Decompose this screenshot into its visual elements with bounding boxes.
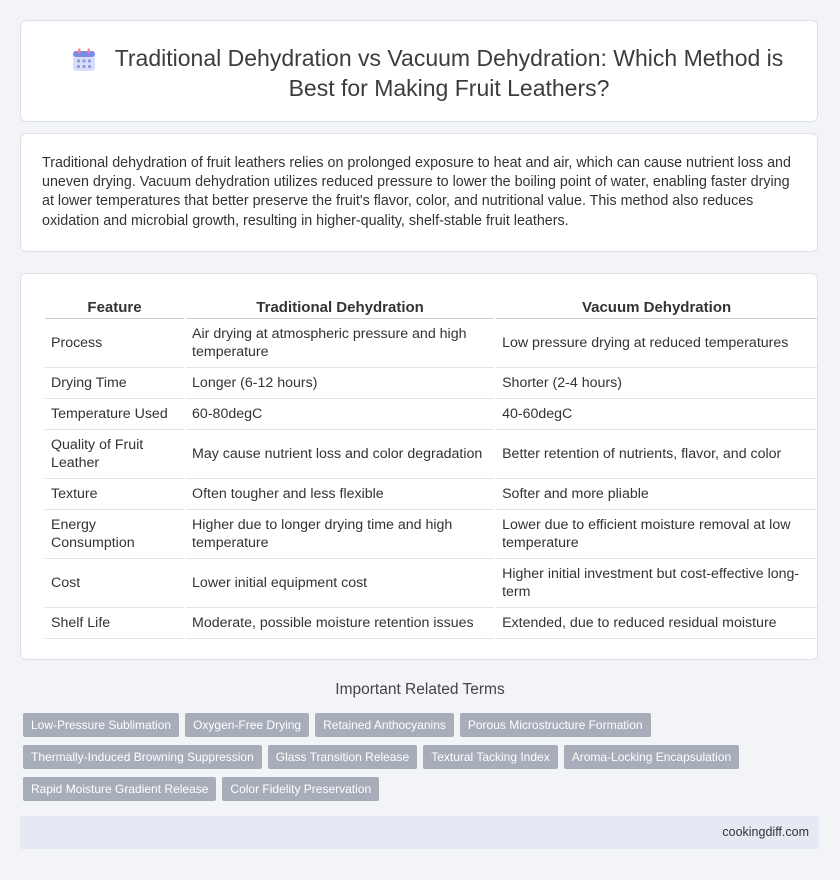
table-header-row [45, 296, 817, 319]
vacuum-cell: 40-60degC [496, 399, 817, 430]
related-term-tag[interactable]: Textural Tacking Index [423, 745, 558, 769]
feature-cell: Drying Time [45, 368, 184, 399]
traditional-cell: Air drying at atmospheric pressure and high temperature [186, 319, 494, 368]
intro-card [20, 133, 818, 252]
table-row [45, 319, 817, 368]
table-row [45, 510, 817, 559]
traditional-cell: Lower initial equipment cost [186, 559, 494, 608]
related-term-tag[interactable]: Low-Pressure Sublimation [23, 713, 179, 737]
table-row [45, 430, 817, 479]
related-term-tag[interactable]: Glass Transition Release [268, 745, 417, 769]
traditional-cell: Often tougher and less flexible [186, 479, 494, 510]
traditional-cell: May cause nutrient loss and color degradation [186, 430, 494, 479]
vacuum-cell: Higher initial investment but cost-effective long-term [496, 559, 817, 608]
vacuum-cell: Extended, due to reduced residual moisture [496, 608, 817, 639]
vacuum-cell: Softer and more pliable [496, 479, 817, 510]
table-row [45, 608, 817, 639]
traditional-cell: Higher due to longer drying time and high temperature [186, 510, 494, 559]
feature-cell: Cost [45, 559, 184, 608]
feature-cell: Energy Consumption [45, 510, 184, 559]
footer-site-link[interactable]: cookingdiff.com [722, 825, 809, 839]
vacuum-cell: Shorter (2-4 hours) [496, 368, 817, 399]
related-term-tag[interactable]: Porous Microstructure Formation [460, 713, 651, 737]
comparison-table [43, 296, 819, 639]
feature-cell: Temperature Used [45, 399, 184, 430]
feature-cell: Quality of Fruit Leather [45, 430, 184, 479]
vacuum-cell: Lower due to efficient moisture removal at low temperature [496, 510, 817, 559]
related-terms-list [23, 713, 803, 801]
related-term-tag[interactable]: Color Fidelity Preservation [222, 777, 379, 801]
calendar-icon [71, 47, 97, 73]
related-term-tag[interactable]: Aroma-Locking Encapsulation [564, 745, 739, 769]
table-row [45, 368, 817, 399]
vacuum-cell: Better retention of nutrients, flavor, and color [496, 430, 817, 479]
traditional-cell: Longer (6-12 hours) [186, 368, 494, 399]
table-row [45, 479, 817, 510]
related-term-tag[interactable]: Retained Anthocyanins [315, 713, 454, 737]
header-traditional: Traditional Dehydration [186, 296, 494, 319]
comparison-card [20, 273, 818, 660]
related-term-tag[interactable]: Thermally-Induced Browning Suppression [23, 745, 262, 769]
title-card [20, 20, 818, 122]
vacuum-cell: Low pressure drying at reduced temperatures [496, 319, 817, 368]
feature-cell: Texture [45, 479, 184, 510]
footer [20, 816, 819, 849]
traditional-cell: Moderate, possible moisture retention issues [186, 608, 494, 639]
traditional-cell: 60-80degC [186, 399, 494, 430]
related-terms-title: Important Related Terms [335, 681, 505, 698]
header-feature: Feature [45, 296, 184, 319]
page-title: Traditional Dehydration vs Vacuum Dehydration: Which Method is Best for Making Fruit Leathers? [114, 45, 784, 101]
feature-cell: Shelf Life [45, 608, 184, 639]
table-row [45, 559, 817, 608]
table-row [45, 399, 817, 430]
related-term-tag[interactable]: Rapid Moisture Gradient Release [23, 777, 216, 801]
feature-cell: Process [45, 319, 184, 368]
related-term-tag[interactable]: Oxygen-Free Drying [185, 713, 309, 737]
intro-text: Traditional dehydration of fruit leathers relies on prolonged exposure to heat and air, which can cause nutrient loss and uneven drying. Vacuum dehydration utilizes reduced pressure to lower the boiling point of water, enabling faster drying at lower temperatures that better preserve the fruit's flavor, color, and nutritional value. This method also reduces oxidation and microbial growth, resulting in higher-quality, shelf-stable fruit leathers. [42, 155, 791, 229]
header-vacuum: Vacuum Dehydration [496, 296, 817, 319]
